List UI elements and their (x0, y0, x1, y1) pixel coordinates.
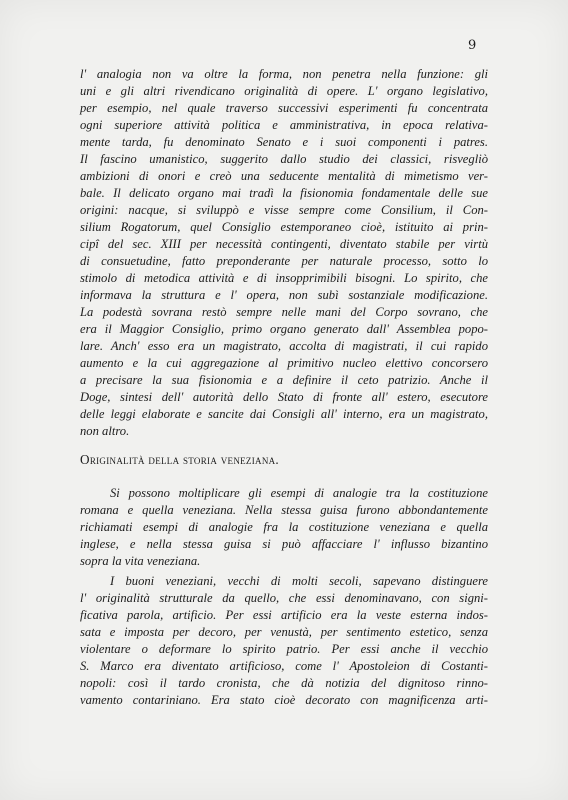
text-line: mente tarda, fu denominato Senato e i suoi componenti i patres. (80, 135, 488, 149)
text-line: nopoli: così il tardo cronista, che dà notizia del dignitoso rinno- (80, 676, 488, 690)
text-line: ogni superiore attività politica e amministrativa, in epoca relativa- (80, 118, 488, 132)
paragraph-artificio (80, 573, 488, 709)
text-line: ambizioni di onori e creò una seducente mentalità di mimetismo ver- (80, 169, 488, 183)
text-line: vamento contariniano. Era stato cioè decorato con magnificenza arti- (80, 693, 488, 707)
text-line: La podestà sovrana restò sempre nelle mani del Corpo sovrano, che (80, 305, 488, 319)
text-line: origini: nacque, si sviluppò e visse sempre come Consilium, il Con- (80, 203, 488, 217)
text-line: era il Maggior Consiglio, primo organo generato dall' Assemblea popo- (80, 322, 488, 336)
text-line: romana e quella veneziana. Nella stessa guisa furono abbondantemente (80, 503, 488, 517)
text-line: per esempio, nel quale traverso successivi esperimenti fu concentrata (80, 101, 488, 115)
text-line: informava la struttura e l' opera, non subì sostanziale modificazione. (80, 288, 488, 302)
text-line: sata e imposta per decoro, per venustà, per sentimento estetico, senza (80, 625, 488, 639)
text-line: Il fascino umanistico, suggerito dallo studio dei classici, risvegliò (80, 152, 488, 166)
text-line: S. Marco era diventato artificioso, come l' Apostoleion di Costanti- (80, 659, 488, 673)
text-line: a precisare la sua fisionomia e a definire il ceto patrizio. Anche il (80, 373, 488, 387)
page-number: 9 (468, 38, 477, 53)
text-line: Si possono moltiplicare gli esempi di analogie tra la costituzione (110, 486, 488, 500)
text-line: uni e gli altri rivendicano originalità di opere. L' organo legislativo, (80, 84, 488, 98)
text-line: delle leggi elaborate e sancite dai Consigli all' interno, era un magistrato, (80, 407, 488, 421)
paragraph-institutions (80, 66, 488, 440)
text-line: non altro. (80, 424, 130, 438)
text-line: l' originalità strutturale da quello, che essi denominavano, con signi- (80, 591, 488, 605)
text-line: aumento e la cui aggregazione al primitivo nucleo elettivo concorsero (80, 356, 488, 370)
section-heading: Originalità della storia veneziana. (80, 452, 280, 467)
text-line: l' analogia non va oltre la forma, non penetra nella funzione: gli (80, 67, 488, 81)
paragraph-analogies (80, 485, 488, 570)
text-line: di consuetudine, fatto preponderante per naturale processo, sotto lo (80, 254, 488, 268)
text-line: sopra la vita veneziana. (80, 554, 201, 568)
text-line: lare. Anch' esso era un magistrato, accolta di magistrati, il cui rapido (80, 339, 488, 353)
text-line: violentare o deformare lo spirito patrio. Per essi anche il vecchio (80, 642, 488, 656)
text-line: stimolo di metodica attività e di insopprimibili bisogni. Lo spirito, che (80, 271, 488, 285)
text-line: richiamati esempi di analogie fra la costituzione veneziana e quella (80, 520, 488, 534)
text-line: cipî del sec. XIII per necessità contingenti, diventato stabile per virtù (80, 237, 488, 251)
text-line: ficativa parola, artificio. Per essi artificio era la veste esterna indos- (80, 608, 488, 622)
text-line: bale. Il delicato organo mai tradì la fisionomia fondamentale delle sue (80, 186, 488, 200)
text-line: inglese, e nella stessa guisa si può affacciare l' influsso bizantino (80, 537, 488, 551)
text-line: I buoni veneziani, vecchi di molti secoli, sapevano distinguere (110, 574, 488, 588)
text-line: silium Rogatorum, quel Consiglio estemporaneo cioè, istituito ai prin- (80, 220, 488, 234)
text-line: Doge, sintesi dell' autorità dello Stato di fronte all' estero, esecutore (80, 390, 488, 404)
